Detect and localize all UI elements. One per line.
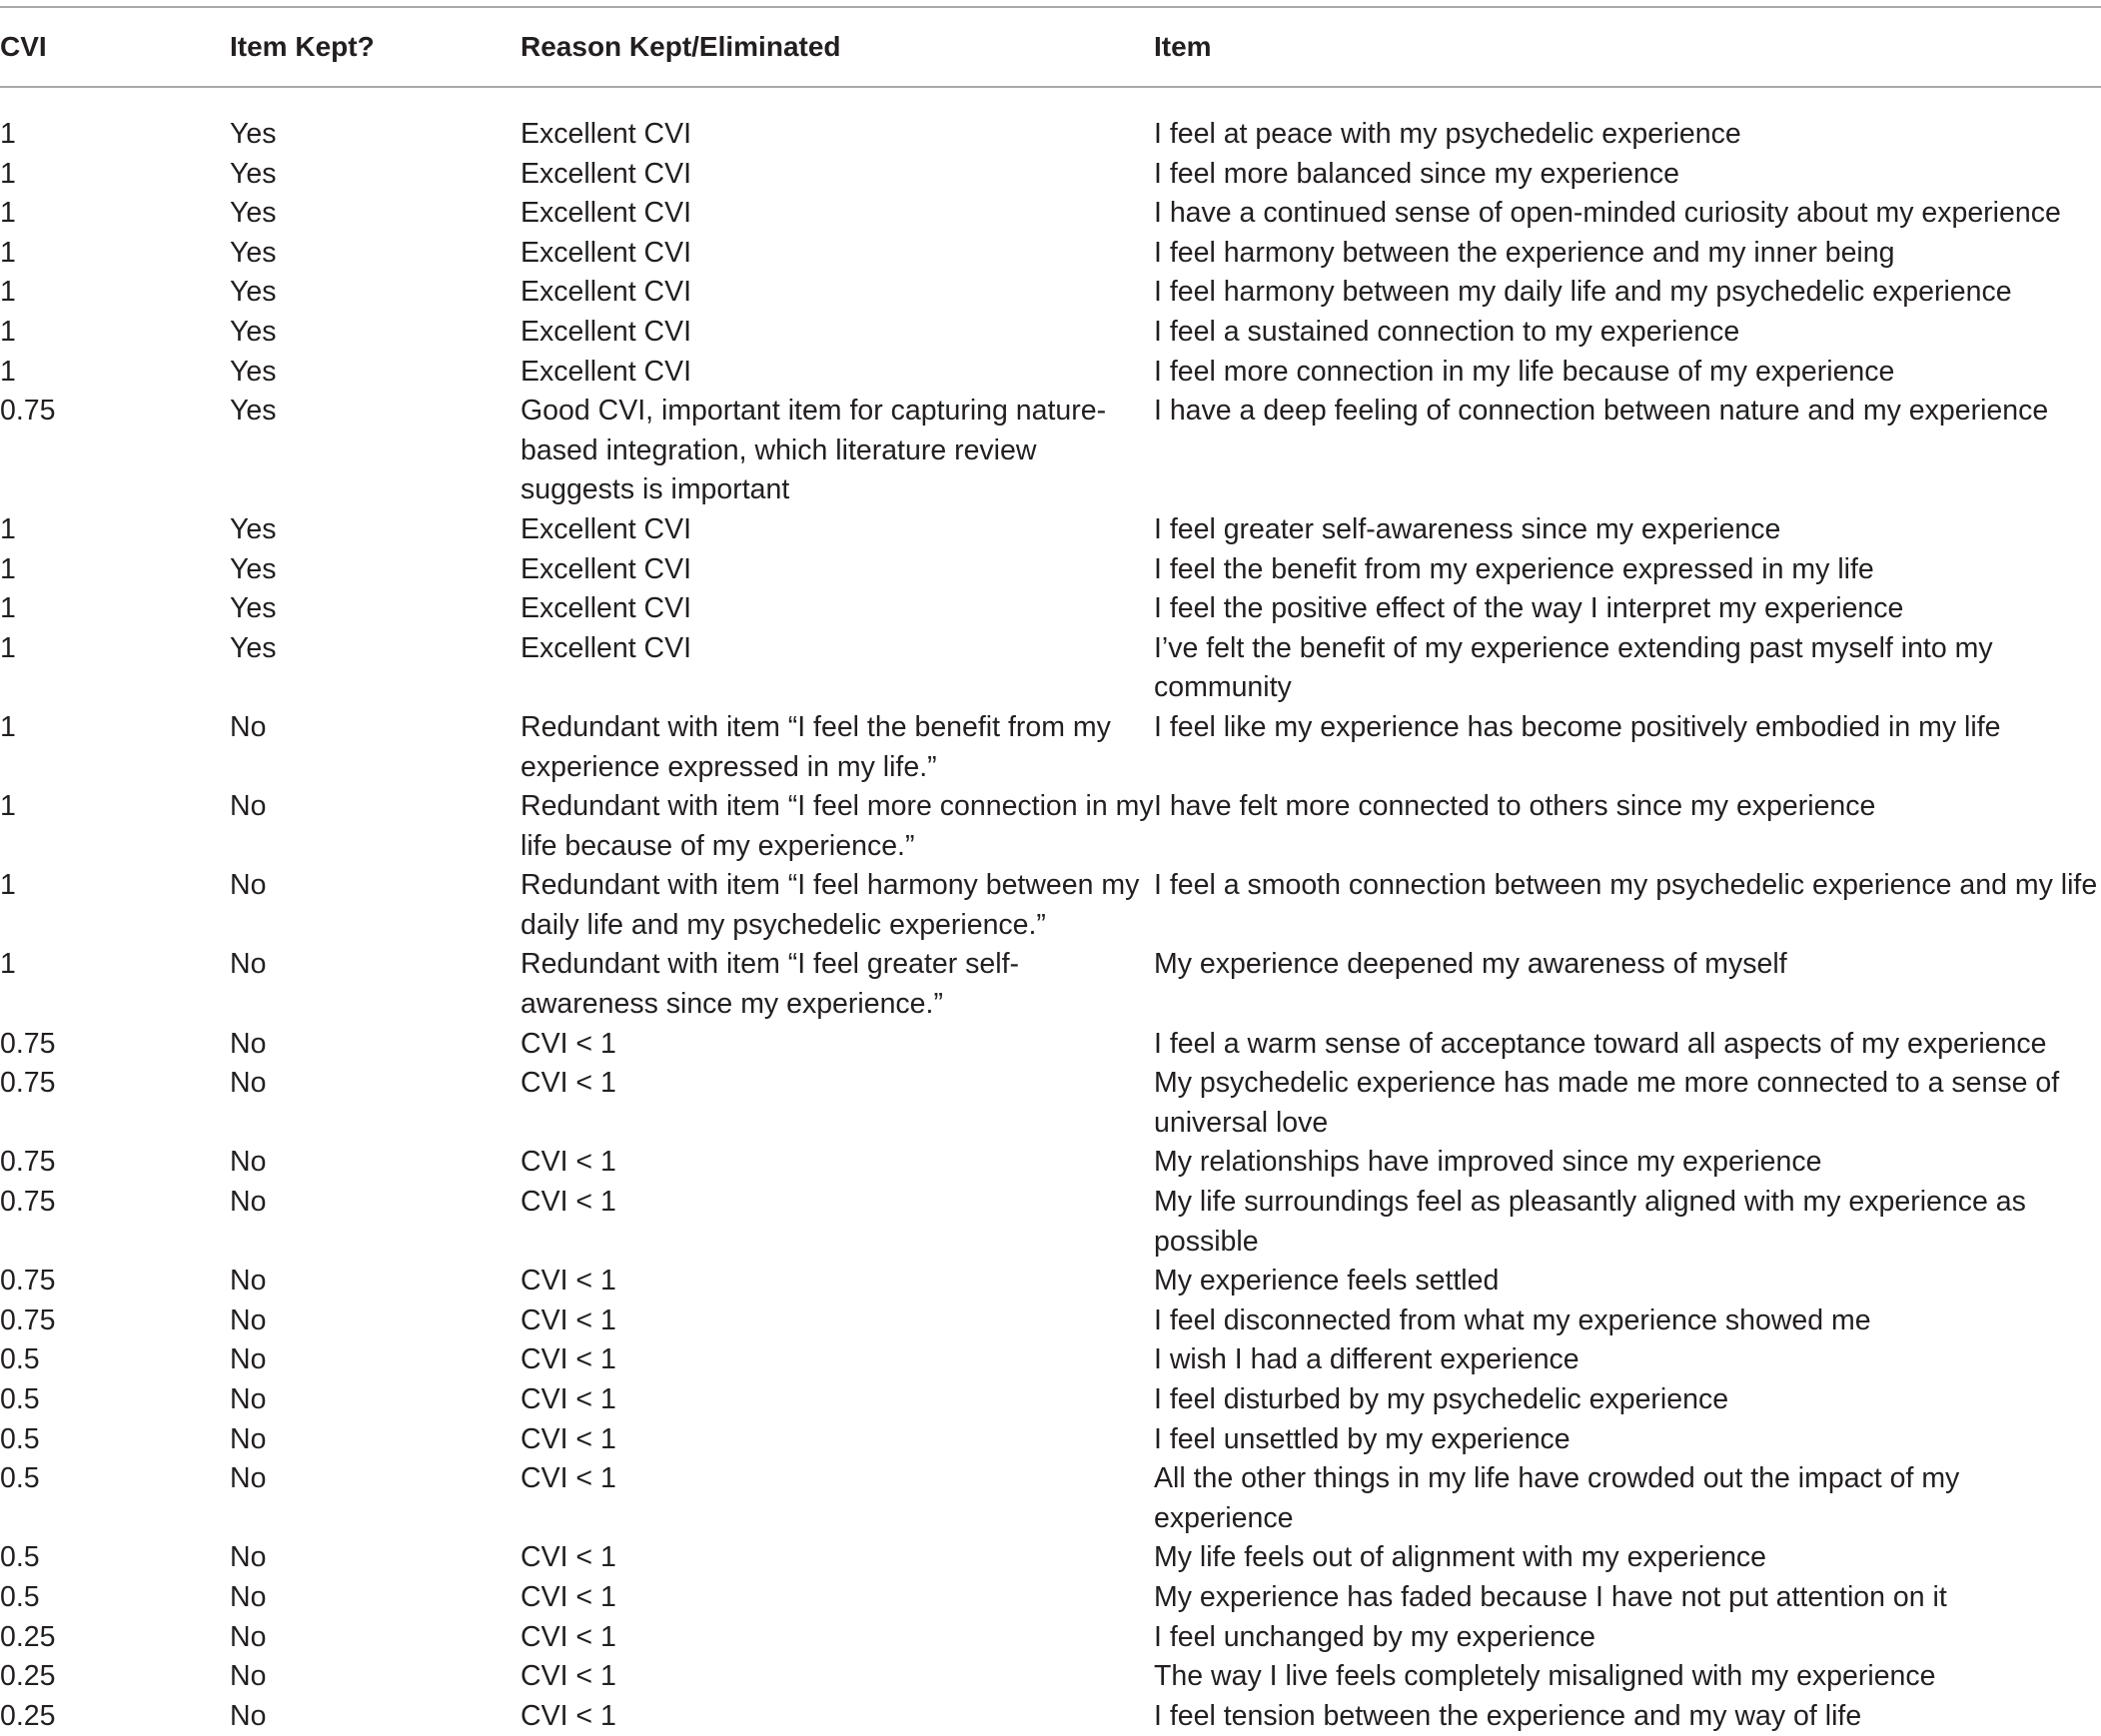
- cell-reason: CVI < 1: [521, 1620, 616, 1653]
- cell-reason: Excellent CVI: [521, 552, 692, 585]
- table-header: [0, 7, 2101, 87]
- cell-item-kept: Yes: [230, 592, 277, 625]
- header-row: [0, 7, 2101, 87]
- table-row: [0, 1578, 2101, 1618]
- cell-item: I’ve felt the benefit of my experience extending past myself into my community: [1154, 631, 1993, 704]
- cell-item: I feel tension between the experience and my way of life: [1154, 1699, 1862, 1732]
- cell-reason: CVI < 1: [521, 1422, 616, 1455]
- header-cvi: CVI: [0, 31, 47, 62]
- cell-item-kept: No: [230, 1146, 267, 1179]
- cell-reason: Excellent CVI: [521, 157, 692, 190]
- cell-reason: Excellent CVI: [521, 592, 692, 625]
- cell-item-kept: No: [230, 1343, 267, 1376]
- cvi-table-container: [0, 6, 2101, 1736]
- cell-cvi: 1: [0, 592, 16, 625]
- cell-cvi: 1: [0, 948, 16, 981]
- cell-item-kept: No: [230, 1186, 267, 1219]
- cell-reason: CVI < 1: [521, 1383, 616, 1415]
- table-row: [0, 1262, 2101, 1302]
- cell-item-kept: No: [230, 1620, 267, 1653]
- cell-reason: CVI < 1: [521, 1265, 616, 1298]
- cell-item: I feel disturbed by my psychedelic experience: [1154, 1383, 1729, 1415]
- cell-cvi: 1: [0, 315, 16, 348]
- cell-cvi: 0.25: [0, 1660, 56, 1693]
- table-row: [0, 1143, 2101, 1183]
- cell-item: I feel the benefit from my experience expressed in my life: [1154, 552, 1874, 585]
- cell-reason: Excellent CVI: [521, 276, 692, 309]
- cell-reason: Excellent CVI: [521, 631, 692, 664]
- table-row: [0, 1340, 2101, 1380]
- cell-reason: Excellent CVI: [521, 512, 692, 545]
- cell-item-kept: No: [230, 1541, 267, 1574]
- cell-reason: CVI < 1: [521, 1343, 616, 1376]
- cell-cvi: 0.75: [0, 395, 56, 428]
- cell-cvi: 1: [0, 276, 16, 309]
- cell-item-kept: No: [230, 869, 267, 902]
- cell-item: I feel a sustained connection to my experience: [1154, 315, 1740, 348]
- cvi-table: [0, 6, 2101, 1736]
- cell-reason: CVI < 1: [521, 1303, 616, 1336]
- cell-item-kept: No: [230, 1422, 267, 1455]
- cell-cvi: 0.75: [0, 1186, 56, 1219]
- cell-reason: CVI < 1: [521, 1146, 616, 1179]
- cell-reason: CVI < 1: [521, 1580, 616, 1613]
- cell-item: I feel disconnected from what my experience showed me: [1154, 1303, 1871, 1336]
- table-row: [0, 1380, 2101, 1420]
- cell-item: My life surroundings feel as pleasantly aligned with my experience as possible: [1154, 1186, 2026, 1258]
- table-row: [0, 1459, 2101, 1538]
- table-row: [0, 392, 2101, 510]
- cell-reason: CVI < 1: [521, 1699, 616, 1732]
- cell-reason: Excellent CVI: [521, 355, 692, 388]
- table-row: [0, 1657, 2101, 1697]
- cell-item-kept: Yes: [230, 236, 277, 269]
- cell-item-kept: No: [230, 1067, 267, 1100]
- cell-item-kept: Yes: [230, 315, 277, 348]
- cell-reason: Redundant with item “I feel greater self-awareness since my experience.”: [521, 948, 1019, 1021]
- cell-item: I have a continued sense of open-minded curiosity about my experience: [1154, 197, 2061, 230]
- cell-item: I feel at peace with my psychedelic experience: [1154, 118, 1741, 150]
- table-row: [0, 629, 2101, 708]
- cell-item: I feel more connection in my life because of my experience: [1154, 355, 1895, 388]
- table-row: [0, 787, 2101, 866]
- cell-item-kept: No: [230, 1383, 267, 1415]
- cell-reason: Excellent CVI: [521, 315, 692, 348]
- cell-cvi: 1: [0, 631, 16, 664]
- cell-item: I feel harmony between the experience and my inner being: [1154, 236, 1895, 269]
- cell-item-kept: No: [230, 710, 267, 743]
- cell-reason: CVI < 1: [521, 1660, 616, 1693]
- cell-reason: CVI < 1: [521, 1027, 616, 1060]
- cell-item: The way I live feels completely misaligned with my experience: [1154, 1660, 1936, 1693]
- cell-item-kept: Yes: [230, 276, 277, 309]
- cell-item: I feel the positive effect of the way I interpret my experience: [1154, 592, 1904, 625]
- cell-item: I feel a smooth connection between my psychedelic experience and my life: [1154, 869, 2098, 902]
- cell-item-kept: Yes: [230, 395, 277, 428]
- table-row: [0, 550, 2101, 590]
- cell-cvi: 0.5: [0, 1383, 40, 1415]
- table-row: [0, 510, 2101, 550]
- cell-item-kept: No: [230, 1580, 267, 1613]
- table-row: [0, 273, 2101, 313]
- cell-cvi: 0.75: [0, 1303, 56, 1336]
- table-row: [0, 1183, 2101, 1262]
- cell-item: I feel a warm sense of acceptance toward all aspects of my experience: [1154, 1027, 2047, 1060]
- cell-item: My experience feels settled: [1154, 1265, 1500, 1298]
- table-body: [0, 87, 2101, 1736]
- table-row: [0, 313, 2101, 353]
- cell-reason: Redundant with item “I feel harmony between my daily life and my psychedelic experience.”: [521, 869, 1140, 941]
- cell-reason: Excellent CVI: [521, 118, 692, 150]
- cell-item-kept: No: [230, 790, 267, 823]
- cell-cvi: 1: [0, 512, 16, 545]
- cell-item-kept: No: [230, 1265, 267, 1298]
- cell-cvi: 0.75: [0, 1027, 56, 1060]
- cell-reason: Excellent CVI: [521, 236, 692, 269]
- cell-item-kept: No: [230, 1462, 267, 1495]
- cell-item: My psychedelic experience has made me more connected to a sense of universal love: [1154, 1067, 2060, 1139]
- table-row: [0, 155, 2101, 195]
- cell-item: I feel unchanged by my experience: [1154, 1620, 1596, 1653]
- table-row: [0, 589, 2101, 629]
- table-row: [0, 866, 2101, 945]
- cell-cvi: 0.75: [0, 1265, 56, 1298]
- cell-item-kept: Yes: [230, 631, 277, 664]
- header-item: Item: [1154, 31, 1212, 62]
- cell-reason: CVI < 1: [521, 1067, 616, 1100]
- cell-reason: Good CVI, important item for capturing nature-based integration, which literature review suggests is important: [521, 395, 1107, 506]
- cell-item: I have a deep feeling of connection between nature and my experience: [1154, 395, 2049, 428]
- cell-item-kept: No: [230, 948, 267, 981]
- table-row: [0, 353, 2101, 393]
- cell-item: I feel harmony between my daily life and my psychedelic experience: [1154, 276, 2012, 309]
- cell-item-kept: No: [230, 1699, 267, 1732]
- cell-item: I wish I had a different experience: [1154, 1343, 1579, 1376]
- cell-cvi: 0.25: [0, 1620, 56, 1653]
- cell-reason: Redundant with item “I feel the benefit from my experience expressed in my life.”: [521, 710, 1111, 783]
- cell-cvi: 0.75: [0, 1146, 56, 1179]
- cell-cvi: 0.25: [0, 1699, 56, 1732]
- cell-item: I feel more balanced since my experience: [1154, 157, 1679, 190]
- cell-cvi: 0.5: [0, 1422, 40, 1455]
- cell-item: My life feels out of alignment with my experience: [1154, 1541, 1767, 1574]
- cell-item: I feel greater self-awareness since my experience: [1154, 512, 1781, 545]
- cell-cvi: 0.5: [0, 1580, 40, 1613]
- table-row: [0, 234, 2101, 274]
- table-row: [0, 945, 2101, 1024]
- cell-cvi: 1: [0, 790, 16, 823]
- cell-cvi: 1: [0, 197, 16, 230]
- cell-cvi: 1: [0, 236, 16, 269]
- cell-item: I feel like my experience has become positively embodied in my life: [1154, 710, 2001, 743]
- cell-reason: CVI < 1: [521, 1541, 616, 1574]
- cell-item: All the other things in my life have crowded out the impact of my experience: [1154, 1462, 1960, 1534]
- header-reason: Reason Kept/Eliminated: [521, 31, 841, 62]
- table-row: [0, 1538, 2101, 1578]
- table-row: [0, 194, 2101, 234]
- cell-cvi: 0.5: [0, 1462, 40, 1495]
- table-row: [0, 1064, 2101, 1143]
- cell-item-kept: Yes: [230, 118, 277, 150]
- cell-item-kept: No: [230, 1660, 267, 1693]
- cell-cvi: 1: [0, 157, 16, 190]
- cell-item-kept: Yes: [230, 355, 277, 388]
- cell-cvi: 1: [0, 710, 16, 743]
- cell-reason: CVI < 1: [521, 1186, 616, 1219]
- cell-item: My experience has faded because I have not put attention on it: [1154, 1580, 1947, 1613]
- cell-reason: CVI < 1: [521, 1462, 616, 1495]
- cell-item-kept: Yes: [230, 197, 277, 230]
- table-row: [0, 1302, 2101, 1341]
- cell-reason: Redundant with item “I feel more connection in my life because of my experience.”: [521, 790, 1154, 862]
- cell-cvi: 0.5: [0, 1541, 40, 1574]
- table-row: [0, 1618, 2101, 1658]
- cell-cvi: 0.75: [0, 1067, 56, 1100]
- cell-cvi: 1: [0, 118, 16, 150]
- cell-item-kept: No: [230, 1303, 267, 1336]
- cell-cvi: 1: [0, 355, 16, 388]
- cell-cvi: 0.5: [0, 1343, 40, 1376]
- cell-item: I feel unsettled by my experience: [1154, 1422, 1571, 1455]
- cell-cvi: 1: [0, 869, 16, 902]
- cell-item: My experience deepened my awareness of myself: [1154, 948, 1787, 981]
- table-row: [0, 708, 2101, 787]
- cell-item-kept: Yes: [230, 552, 277, 585]
- table-row: [0, 1697, 2101, 1736]
- cell-item-kept: No: [230, 1027, 267, 1060]
- cell-item: My relationships have improved since my experience: [1154, 1146, 1822, 1179]
- header-item-kept: Item Kept?: [230, 31, 375, 62]
- cell-item: I have felt more connected to others since my experience: [1154, 790, 1876, 823]
- cell-cvi: 1: [0, 552, 16, 585]
- cell-reason: Excellent CVI: [521, 197, 692, 230]
- table-row: [0, 1420, 2101, 1460]
- cell-item-kept: Yes: [230, 512, 277, 545]
- table-row: [0, 1025, 2101, 1065]
- table-row: [0, 87, 2101, 155]
- cell-item-kept: Yes: [230, 157, 277, 190]
